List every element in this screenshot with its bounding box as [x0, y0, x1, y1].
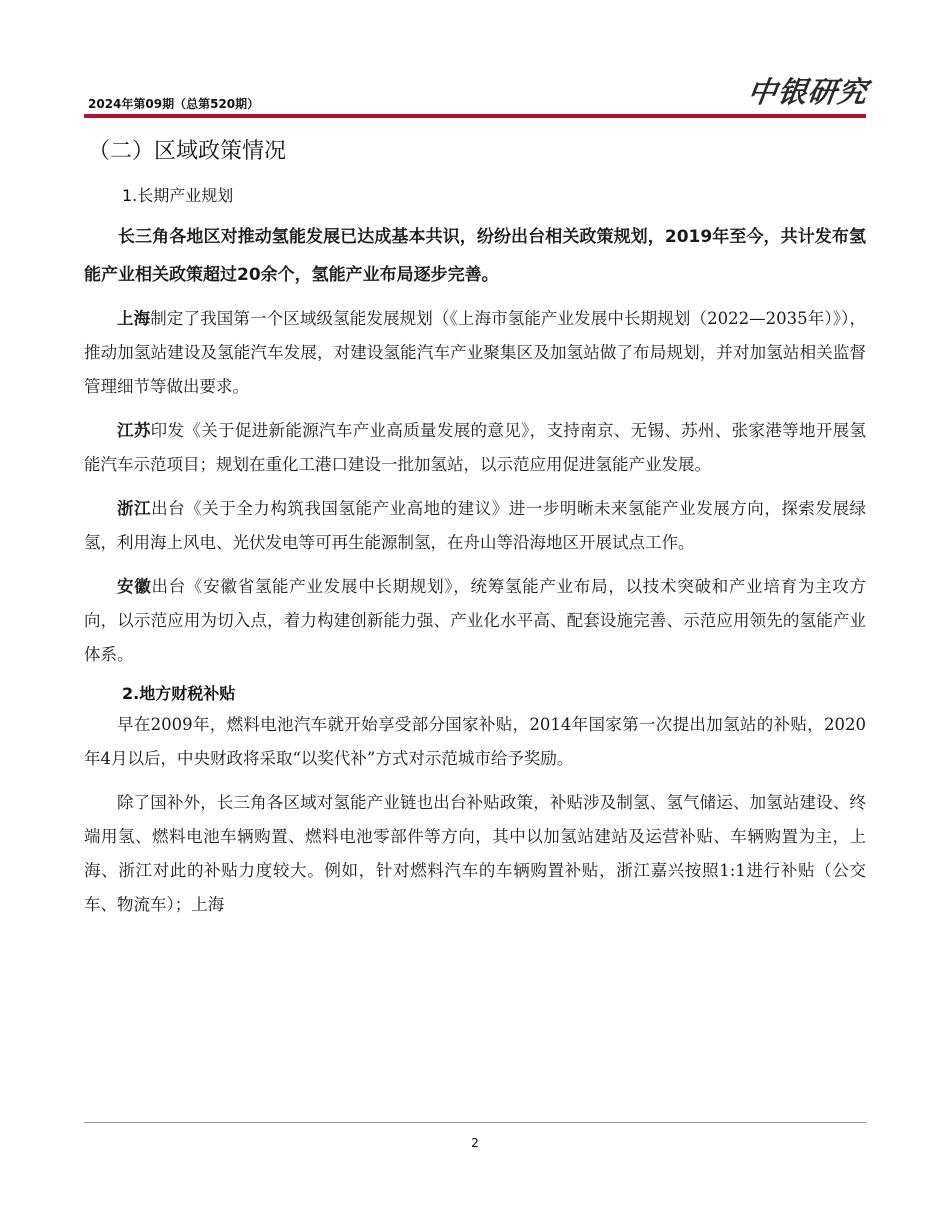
- document-body: [84, 128, 866, 932]
- paragraph-text: 印发《关于促进新能源汽车产业高质量发展的意见》，支持南京、无锡、苏州、张家港等地开展氢能汽车示范项目；规划在重化工港口建设一批加氢站，以示范应用促进氢能产业发展。: [84, 421, 867, 474]
- section-title: （二）区域政策情况: [88, 139, 287, 164]
- paragraph-anhui: [84, 570, 866, 672]
- region-shanghai: 上海: [117, 309, 151, 328]
- issue-label: 2024年第09期（总第520期）: [88, 97, 260, 111]
- page-number: 2: [471, 1136, 479, 1150]
- paragraph-regional-subsidy: 除了国补外，长三角各区域对氢能产业链也出台补贴政策，补贴涉及制氢、氢气储运、加氢站建设、终端用氢、燃料电池车辆购置、燃料电池零部件等方向，其中以加氢站建站及运营补贴、车辆购置为主，上海、浙江对此的补贴力度较大。例如，针对燃料汽车的车辆购置补贴，浙江嘉兴按照1:1进行补贴（公交车、物流车）；上海: [84, 793, 866, 914]
- paragraph-shanghai: [84, 302, 866, 404]
- subsection-heading-subsidies: 2.地方财税补贴: [122, 684, 236, 703]
- bank-research-logo: 中银研究: [745, 75, 871, 109]
- paragraph-text: 出台《安徽省氢能产业发展中长期规划》，统筹氢能产业布局，以技术突破和产业培育为主攻方向，以示范应用为切入点，着力构建创新能力强、产业化水平高、配套设施完善、示范应用领先的氢能产业体系。: [84, 577, 867, 664]
- paragraph-zhejiang: [84, 492, 866, 560]
- paragraph-national-subsidy: 早在2009年，燃料电池汽车就开始享受部分国家补贴，2014年国家第一次提出加氢站的补贴，2020年4月以后，中央财政将采取“以奖代补”方式对示范城市给予奖励。: [84, 715, 866, 768]
- region-anhui: 安徽: [117, 577, 152, 596]
- paragraph-text: 出台《关于全力构筑我国氢能产业高地的建议》进一步明晰未来氢能产业发展方向，探索发展绿氢，利用海上风电、光伏发电等可再生能源制氢，在舟山等沿海地区开展试点工作。: [84, 499, 867, 552]
- region-jiangsu: 江苏: [117, 421, 151, 440]
- subsection-heading-planning: 1.长期产业规划: [122, 186, 234, 205]
- header-divider: [84, 114, 866, 118]
- footer-divider: [84, 1122, 866, 1123]
- paragraph-jiangsu: [84, 414, 866, 482]
- planning-summary: 长三角各地区对推动氢能发展已达成基本共识，纷纷出台相关政策规划，2019年至今，共计发布氢能产业相关政策超过20余个，氢能产业布局逐步完善。: [84, 227, 866, 285]
- region-zhejiang: 浙江: [117, 499, 152, 518]
- paragraph-text: 制定了我国第一个区域级氢能发展规划（《上海市氢能产业发展中长期规划（2022—2035年）》），推动加氢站建设及氢能汽车发展，对建设氢能汽车产业聚集区及加氢站做了布局规划，并对加氢站相关监督管理细节等做出要求。: [84, 309, 867, 396]
